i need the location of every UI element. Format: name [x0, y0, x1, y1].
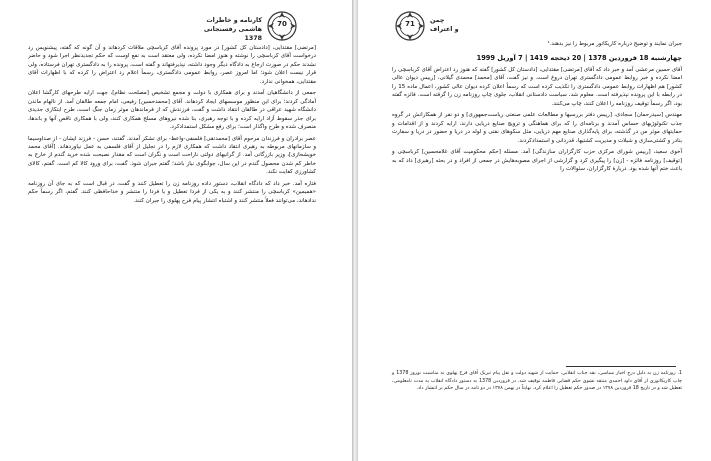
paragraph: آقای حسین مرعشی آمد و خبر داد که آقای [مرتضی] مقتدایی، [دادستان کل کشور] گفته که هنوز رد اعتراض آقای کرباسچی را امضا نکرده و خبر روابط عمومی دادگستری تهران دروغ است. و نیز گفت، آقای [محمد] محمدی گیلانی، [رییس دیوان عالی کشور] هم اظهارات روابط عمومی دادگستری را تکذیب کرده است که رسماً اعلان کرده دیوان عالی کشور، اعمال ماده 15 را در رابطه با این پرونده نپذیرفته است. معلوم شد، سیاست دادستانی انقلاب، جلوی چاپ روزنامه زن را گرفته است. فائزه گفته بود، اگر رسماً توقیف روزنامه را اعلان کنند، چاپ می‌کنند. — [392, 67, 682, 107]
page-number: 70 — [277, 20, 287, 28]
paragraph: آخوی سعید، [رییس شورای مرکزی حزب کارگزاران سازندگی] آمد. مسئله [حکم محکومیت آقای غلامحسین] کرباسچی و [توقیف] روزنامه فائزه - [زن] را پیگیری کرد و گزارشی از اجرای مصوبه‌هایش در جمعی از افراد و در بحثه [رهبری] داد که به باعث ختم آنها شده بود. دربارهٔ کارگزاران، سئوالات را — [392, 149, 682, 172]
paragraph: فتاره آمد. خبر داد که دادگاه انقلاب، دستور داده روزنامه زن را تعطیل کنند و گفت، در قبال است که به جای آن روزنامه «همیمین» کرباسچی را منتشر کنند و به یکی از فردا تعطیل و یا فردا را منتشر و خداحافظی کنند. گفتم، اگر رسماً حکم ندادهاند، می‌توانند فعلاً منتشر کنند و اشتباه انتشار پیام فرح پهلوی را جبران کنند. — [28, 180, 316, 204]
left-page-body — [28, 44, 316, 208]
dateline: چهارشنبه 18 فروردین 1378 | 20 ذیحجه 1419 | 7 آوریل 1999 — [476, 54, 682, 62]
right-page — [358, 0, 711, 461]
paragraph: مهندس [سیدرحمان] سجادی، [رییس دفتر بررسیها و مطالعات علمی صنعتی ریاست‌جمهوری] و دو نفر از همکارانش در گروه جذب تکنولوژیهای حساس آمدند و برنامه‌ای را که برای هماهنگی و ترویج صنایع دریایی دارند، ارایه کردند و از اقدامات و حمایتهای موثر من در گذشته، برای پایه‌گذاری صنایع مهم دریایی، مثل سکوهای نفتی و لوله در دریا و حضور در دریا و سفارت بنادر و کشتی‌سازی و شیلات و مدیریت کشتیها، قدردانی و استمدادکردند. — [392, 112, 682, 144]
footnote: 1. روزنامه زن به دلیل درج اخبار سیاسی، نقد جناب انقلابی، حمایت از شهید دولت و نقل پیام تبریک آقای فرح پهلوی به مناسبت نوروز 1378 و چاپ کاریکاتوری از آقای داود احمدی منتقد نشوی حکم قضایی فاطمه توقیف شد. در فروردین 1378 به دستور دادگاه انقلاب به مدت نامعلومی، تعطیل شد و در تاریخ 18 فروردین ۱۳۷۸ در صدور حکم تعطیل را اعلام کرد. نهایتاً در بهمن ۱۳۷۸ در دو نامه در سال حکم بر انتشار داد. — [392, 371, 682, 391]
header-title-line2: هاشمی رفسنجانی 1378 — [203, 26, 262, 42]
paragraph: [مرتضی] مقتدایی، [دادستان کل کشور] در مورد پرونده آقای کرباسچی ملاقات کردهاند و آن گونه که گفته، پیشنویس رد درخواست آقای کرباسچی را نوشته و هنوز امضا نکرده، ولی معتقد است به نفع اوست که حکم تجدیدنظر اجرا شود و حاضر نشدند حکم در صورت ارجاع به دادگاه دیگر وجود داشته، نپذیرفتهاند و گفته است، پرونده را به دادگستری تهران فرستاده، ولی قرار نیست اعلان شود؛ اما امروز عصر، روابط عمومی دادگستری، رسماً اعلام رد اعتراض را کرده که با اظهارات آقای مقتدایی، همخوانی ندارد. — [28, 45, 316, 85]
page-number-seal — [266, 10, 298, 42]
header-title-line1: کارنامه و خاطرات — [206, 17, 262, 24]
intro-line: جبران نمایند و توضیح درباره کاریکاتور مربوط را نیز بدهند.¹ — [547, 41, 682, 47]
header-title-line2: و اعتراف — [430, 26, 459, 33]
paragraph: جمعی از دانشگاهیان آمدند و برای همکاری با دولت و مجمع تشخیص [مصلحت نظام]، جهت ارایه طرحهای کارگشا اعلان آمادگی کردند؛ برای این منظور موسسهای ایجاد کردهاند. آقای [محمدحسین] رفیعی، امام جمعه طالقان آمد. از نالهام ماندن دانشگاه شهید عراقی در طالقان انتقاد داشت و گفت، فرزندش که از فرماندهان موثر زمان جنگ است، طرح ابتکاری جدیدی برای جذر سقوط آزاد ارایه کرده و با توجه رهبری، بنا شده نیروهای مسلح همکاری کنند، ولی با همکاری ناقص آنها و باندها، منصرف شده و طرح واگذار است؛ برای رفع مشکل استمدادکرد. — [28, 90, 316, 131]
header-title-line1: چمن — [430, 17, 445, 24]
page-number-seal — [394, 10, 426, 42]
footnote-separator — [566, 366, 676, 367]
left-page-header — [0, 8, 352, 46]
page-number: 71 — [405, 20, 415, 28]
right-page-body — [392, 40, 682, 176]
left-page — [0, 0, 352, 461]
paragraph: عصر برادران و فرزندان مرحوم آقای [محمدتقی] فلسفی-واعظ- برای تشکر آمدند. گفتند، حسن - فرزند ایشان - از صداوسیما و سازمانهای مربوطه به رهبری انتقاد داشت که همکاری لازم را در تجلیل از آقای فلسفی به عمل نیاوردهاند. [آقای محمد خویشحازی]، وزیر بازرگانی آمد. از گرانیهای دولتی ناراحت است و نگران است که مقدار نصیحت شده خرید گندم از خارج به خاطر کم شدن محصول گندم در این سال، جوابگوی نیاز باشد؛ گفتم جبران شود. گفت، برای ورود کالا کم است. گفتم، کالای کشاورزی کفایت نکند. — [28, 135, 316, 176]
